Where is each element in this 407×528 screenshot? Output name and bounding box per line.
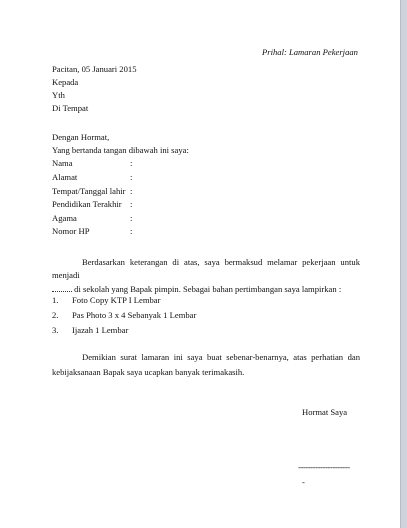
field-colon: : [130,172,133,182]
list-item [52,309,196,322]
field-row [52,157,136,170]
list-text: Pas Photo 3 x 4 Sebanyak 1 Lembar [72,310,197,320]
field-label: Agama [52,213,77,223]
list-number: 2. [52,310,59,320]
field-row [52,185,136,198]
field-row [52,212,136,225]
field-colon: : [130,186,133,196]
recipient-line-2: Yth [52,90,65,100]
intro-text: Yang bertanda tangan dibawah ini saya: [52,145,189,155]
body-paragraph [52,256,360,296]
window-edge [401,0,407,528]
subject-line: Prihal: Lamaran Pekerjaan [262,47,358,57]
field-row [52,171,136,184]
recipient-line-3: Di Tempat [52,103,89,113]
greeting: Dengan Hormat, [52,132,110,142]
field-label: Alamat [52,172,78,182]
body-paragraph-line-1: Berdasarkan keterangan di atas, saya bermaksud melamar pekerjaan untuk menjadi [52,257,360,281]
blank-position-field [52,283,72,292]
field-label: Pendidikan Terakhir [52,199,122,209]
list-number: 3. [52,325,59,335]
list-text: Foto Copy KTP I Lembar [72,295,161,305]
field-colon: : [130,213,133,223]
field-label: Tempat/Tanggal lahir [52,186,126,196]
list-number: 1. [52,295,59,305]
list-text: Ijazah 1 Lembar [72,325,129,335]
recipient-line-1: Kepada [52,77,79,87]
place-date: Pacitan, 05 Januari 2015 [52,64,137,74]
field-row [52,225,136,238]
field-label: Nomor HP [52,226,90,236]
list-item [52,324,128,337]
list-item [52,294,160,307]
body-paragraph-text: di sekolah yang Bapak pimpin. Sebagai bahan pertimbangan saya lampirkan : [74,283,342,294]
closing-paragraph: Demikian surat lamaran ini saya buat sebenar-benarnya, atas perhatian dan kebijaksanaan Bapak saya ucapkan banyak terimakasih. [52,352,360,377]
field-row [52,198,136,211]
signature-name: - [302,477,305,487]
field-label: Nama [52,158,73,168]
signoff: Hormat Saya [302,407,348,417]
signature-line: --------------------- [298,462,350,472]
field-colon: : [130,226,133,236]
field-colon: : [130,199,133,209]
field-colon: : [130,158,133,168]
